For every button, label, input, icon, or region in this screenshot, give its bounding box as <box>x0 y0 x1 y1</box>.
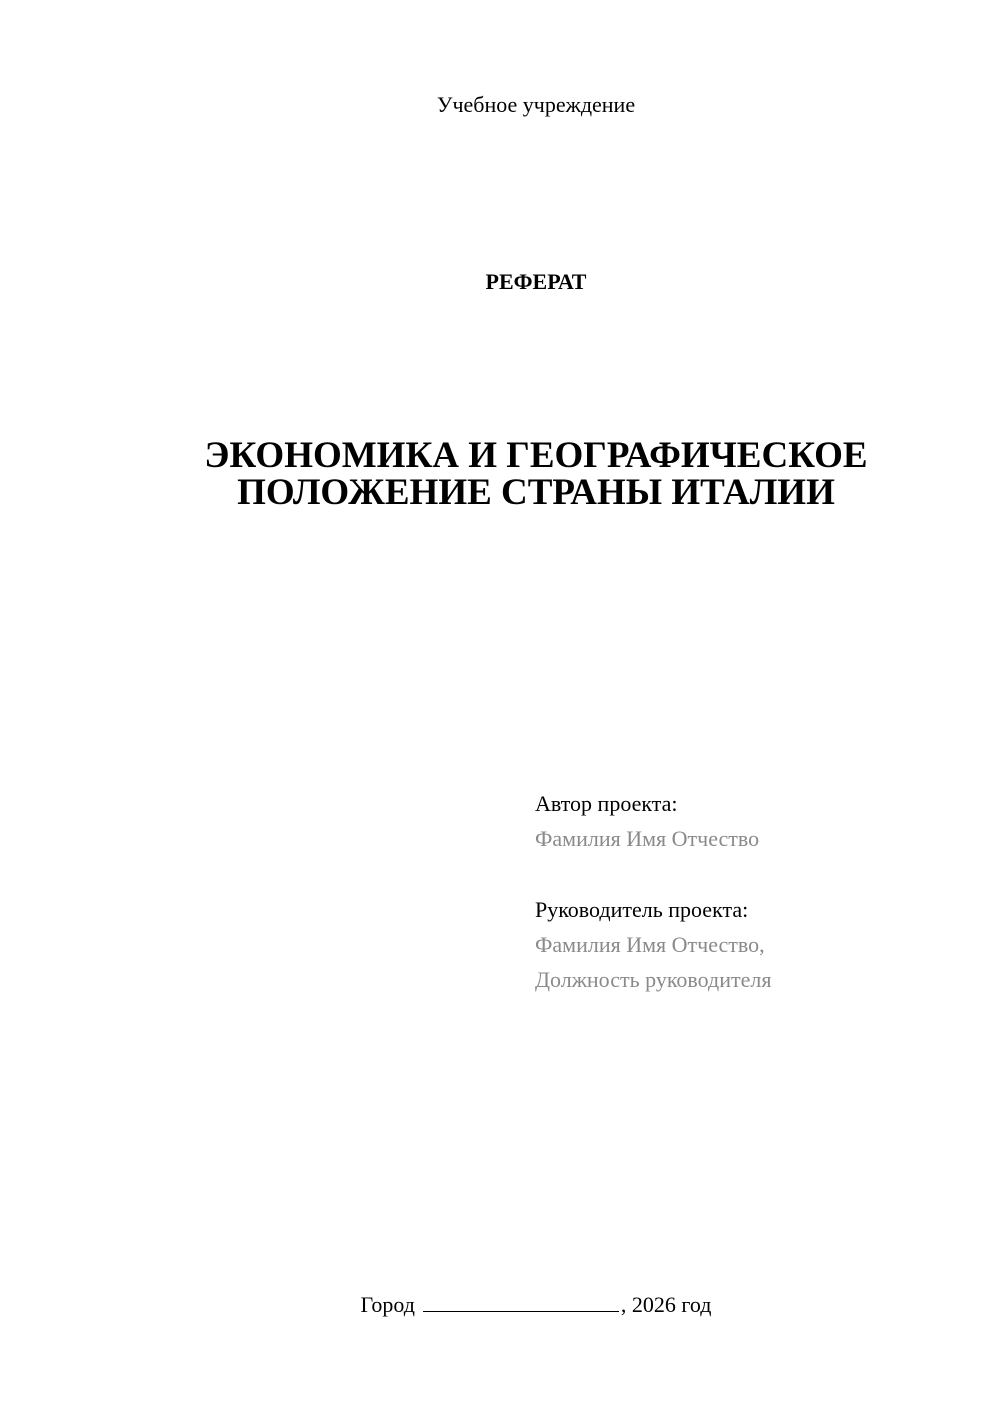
supervisor-position-placeholder: Должность руководителя <box>535 967 772 992</box>
document-title-line-2: ПОЛОЖЕНИЕ СТРАНЫ ИТАЛИИ <box>237 472 835 513</box>
city-blank-line <box>423 1289 619 1312</box>
year-text: , 2026 год <box>620 1292 712 1317</box>
institution-name: Учебное учреждение <box>436 92 636 117</box>
author-label: Автор проекта: <box>535 791 678 816</box>
document-title <box>0 437 1000 511</box>
document-title-line-1: ЭКОНОМИКА И ГЕОГРАФИЧЕСКОЕ <box>204 435 868 476</box>
document-type: РЕФЕРАТ <box>485 269 587 294</box>
signature-block <box>535 786 975 997</box>
supervisor-label: Руководитель проекта: <box>535 897 749 922</box>
city-label: Город <box>360 1292 415 1317</box>
footer-city-year <box>0 1289 1000 1320</box>
author-name-placeholder: Фамилия Имя Отчество <box>535 826 760 851</box>
block-spacer <box>535 856 975 892</box>
supervisor-name-placeholder: Фамилия Имя Отчество, <box>535 932 765 957</box>
